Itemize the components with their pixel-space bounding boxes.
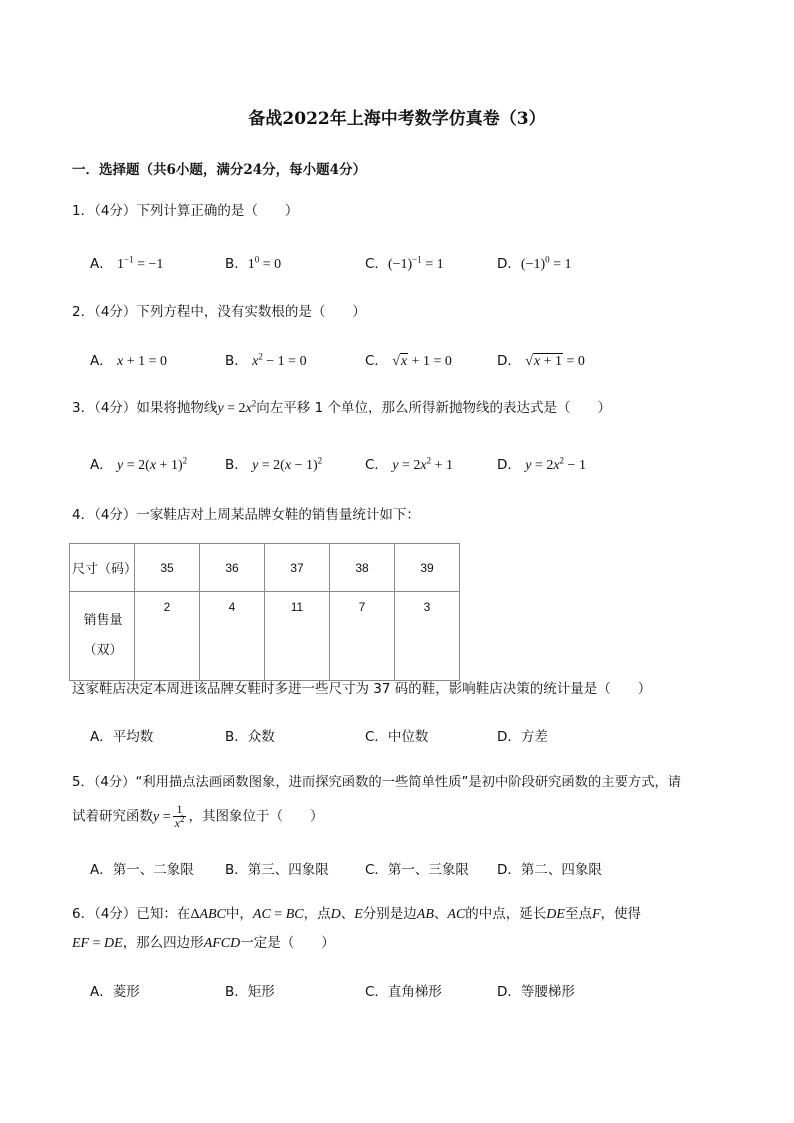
question-6-stem-line-1: 6．（4分）已知：在ΔABC中，AC = BC，点D、E分别是边AB、AC的中点，延长DE至点F，使得 <box>72 906 642 922</box>
q2-option-c[interactable]: C． √x + 1 = 0 <box>365 353 452 369</box>
question-1-stem: 1．（4分）下列计算正确的是（ ） <box>72 203 299 219</box>
q3-option-d[interactable]: D． $y = 2x^2 - 1$ <box>497 455 586 473</box>
size-cell: 35 <box>135 544 200 592</box>
q5-option-c[interactable]: C．第一、三象限 <box>365 862 469 878</box>
sales-cell: 2 <box>135 592 200 681</box>
q5-option-d[interactable]: D．第二、四象限 <box>497 862 602 878</box>
q1-option-c[interactable]: C．$(-1)^{-1} = 1$ <box>365 254 444 272</box>
question-4-question: 这家鞋店决定本周进该品牌女鞋时多进一些尺寸为 37 码的鞋，影响鞋店决策的统计量是（ ） <box>72 681 652 697</box>
size-cell: 36 <box>200 544 265 592</box>
q5-option-a[interactable]: A．第一、二象限 <box>90 862 194 878</box>
sales-header: 销售量 （双） <box>70 592 135 681</box>
size-cell: 39 <box>395 544 460 592</box>
q1-option-b[interactable]: B．$1^0 = 0$ <box>225 254 282 272</box>
q1-option-a[interactable]: A． $1^{-1} = -1$ <box>90 254 164 272</box>
question-5-stem-line-2: 试着研究函数y = $\frac{1}{x^2}$ ，其图象位于（ ） <box>72 802 324 830</box>
q4-option-d[interactable]: D．方差 <box>497 729 548 745</box>
q6-option-c[interactable]: C．直角梯形 <box>365 984 442 1000</box>
q5-option-b[interactable]: B．第三、四象限 <box>225 862 329 878</box>
sales-cell: 7 <box>330 592 395 681</box>
sales-cell: 4 <box>200 592 265 681</box>
question-2-stem: 2．（4分）下列方程中，没有实数根的是（ ） <box>72 304 366 320</box>
sales-cell: 11 <box>265 592 330 681</box>
question-4-stem: 4．（4分）一家鞋店对上周某品牌女鞋的销售量统计如下： <box>72 507 420 523</box>
size-cell: 37 <box>265 544 330 592</box>
table-row <box>70 592 460 681</box>
q6-option-d[interactable]: D．等腰梯形 <box>497 984 575 1000</box>
size-cell: 38 <box>330 544 395 592</box>
q6-option-a[interactable]: A．菱形 <box>90 984 140 1000</box>
size-header: 尺寸（码） <box>70 544 135 592</box>
question-6-stem-line-2: EF = DE，那么四边形AFCD一定是（ ） <box>72 935 335 951</box>
q3-option-c[interactable]: C． $y = 2x^2 + 1$ <box>365 455 453 473</box>
page-title: 备战2022年上海中考数学仿真卷（3） <box>248 109 546 129</box>
sales-table <box>69 543 460 681</box>
q2-option-a[interactable]: A． x + 1 = 0 <box>90 353 168 369</box>
q3-option-b[interactable]: B． $y = 2(x - 1)^2$ <box>225 455 323 473</box>
q2-option-d[interactable]: D． √x + 1 = 0 <box>497 353 585 369</box>
table-row <box>70 544 460 592</box>
q2-option-b[interactable]: B． $x^2 - 1 = 0$ <box>225 351 307 369</box>
section-heading: 一．选择题（共6小题，满分24分，每小题4分） <box>72 162 367 178</box>
sales-cell: 3 <box>395 592 460 681</box>
q4-option-b[interactable]: B．众数 <box>225 729 275 745</box>
q4-option-a[interactable]: A．平均数 <box>90 729 154 745</box>
question-3-stem: 3．（4分）如果将抛物线$y = 2x^2$向左平移 1 个单位，那么所得新抛物线的表达式是（ ） <box>72 398 611 416</box>
question-5-stem-line-1: 5．（4分）“利用描点法画函数图象，进而探究函数的一些简单性质”是初中阶段研究函数的主要方式，请 <box>72 775 682 790</box>
q6-option-b[interactable]: B．矩形 <box>225 984 275 1000</box>
q4-option-c[interactable]: C．中位数 <box>365 729 429 745</box>
q3-option-a[interactable]: A． $y = 2(x + 1)^2$ <box>90 455 188 473</box>
q1-option-d[interactable]: D．$(-1)^0 = 1$ <box>497 254 572 272</box>
